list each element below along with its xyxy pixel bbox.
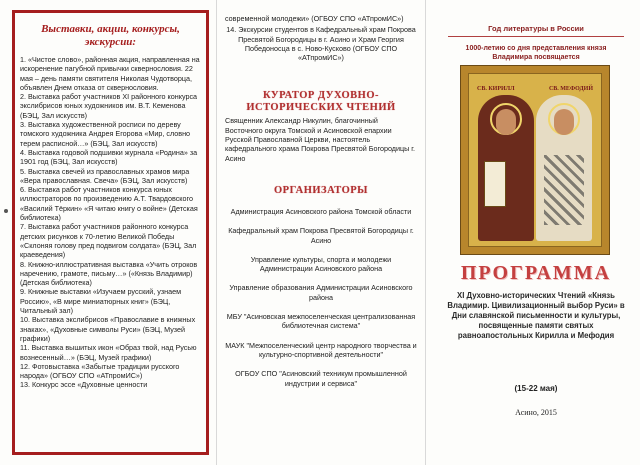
organizer-item: Кафедральный храм Покрова Пресвятой Богородицы г. Асино: [228, 226, 414, 245]
cover-panel: [432, 0, 640, 465]
continued-item: современной молодежи» (ОГБОУ СПО «АТпромИС»): [225, 14, 404, 23]
scroll-icon: [484, 161, 506, 207]
list-item: 2. Выставка работ участников XI районного конкурса экслибрисов юных художников им. В.Т. Кеменова (БЭЦ, Зал искусств): [20, 92, 198, 120]
face: [554, 109, 574, 135]
organizer-item: Управление культуры, спорта и молодежи Администрации Асиновского района: [250, 254, 392, 274]
events-heading: Выставки, акции, конкурсы, экскурсии:: [41, 23, 180, 48]
fold-line: [216, 0, 217, 465]
saint-cyril-figure: [478, 95, 534, 241]
organizer-item: ОГБОУ СПО "Асиновский техникум промышленной индустрии и сервиса": [235, 369, 407, 388]
list-item: 11. Выставка вышитых икон «Образ твой, над Русью вознесенный…» (БЭЦ, Музей графики): [20, 343, 197, 362]
list-item: 6. Выставка работ участников конкурса юных иллюстраторов по произведению А.Т. Твардовского «Василий Тёркин» «Я читаю книгу о войне» (Детская библиотека): [20, 185, 198, 223]
curator-text: Священник Александр Никулин, благочинный Восточного округа Томской и Асиновской епархии Русской Православной Церкви, настоятель кафедрального храма Покрова Пресвятой Богородицы г. Асино: [225, 116, 416, 163]
list-item: 3. Выставка художественной росписи по дереву томского художника Андрея Егорова «Мир, словно терем расписной…» (БЭЦ, Зал искусств): [20, 120, 191, 148]
saint-label: СВ. КИРИЛЛ: [477, 86, 515, 92]
face: [496, 109, 516, 135]
saints-icon-image: [460, 65, 610, 255]
program-title: ПРОГРАММА: [460, 262, 612, 284]
event-dates: (15-22 мая): [514, 384, 558, 393]
list-item: 10. Выставка экслибрисов «Православие в книжных знаках», «Духовные символы Руси» (БЭЦ, Музей графики): [20, 315, 196, 343]
list-item: 1. «Чистое слово», районная акция, направленная на искоренение пагубной привычки сквернословия. 22 мая – день памяти святителя Николая Чудотворца, объявлен Днем отказа от сквернословия.: [20, 55, 200, 92]
bullet-mark: [4, 209, 8, 213]
events-panel: [12, 10, 209, 455]
saint-label: СВ. МЕФОДИЙ: [548, 86, 593, 92]
curator-heading: КУРАТОР ДУХОВНО-ИСТОРИЧЕСКИХ ЧТЕНИЙ: [246, 90, 396, 114]
organizer-item: Администрация Асиновского района Томской области: [230, 206, 412, 216]
list-item: 7. Выставка работ участников районного конкурса детских рисунков к 70-летию Великой Победы «Склоняя голову пред подвигом солдата» (БЭЦ, Зал краеведения): [20, 222, 197, 260]
list-item: 9. Книжные выставки «Изучаем русский, узнаем Россию», «В мире миниатюрных книг» (БЭЦ, Читальный зал): [20, 287, 182, 316]
list-item: 5. Выставка свечей из православных храмов мира «Вера православная. Свеча» (БЭЦ, Зал искусств): [20, 166, 190, 185]
middle-panel: [225, 14, 417, 454]
events-list: [20, 55, 201, 390]
organizers-heading: ОРГАНИЗАТОРЫ: [274, 184, 368, 196]
divider: [448, 36, 624, 37]
list-item: 4. Выставка годовой подшивки журнала «Родина» за 1901 год (БЭЦ, Зал искусств): [20, 147, 198, 167]
icon-panel: [468, 73, 602, 247]
fold-line: [425, 0, 426, 465]
place-year: Асино, 2015: [515, 408, 557, 417]
anniversary-dedication: 1000-летию со дня представления князя Владимира посвящается: [465, 45, 607, 61]
excursion-item: 14. Экскурсии студентов в Кафедральный храм Покрова Пресвятой Богородицы в г. Асино и Храм Георгия Победоносца в с. Ново-Кусково (ОГБОУ СПО «АТпромИС»): [226, 25, 416, 63]
omophorion-pattern: [544, 155, 584, 225]
organizer-item: МБУ "Асиновская межпоселенческая централизованная библиотечная система": [226, 312, 416, 331]
list-item: 13. Конкурс эссе «Духовные ценности: [20, 380, 148, 390]
list-item: 12. Фотовыставка «Забытые традиции русского народа» (ОГБОУ СПО «АТпромИС»): [20, 361, 180, 381]
organizer-item: МАУК "Межпоселенческий центр народного творчества и культурно-спортивной деятельности": [225, 340, 417, 359]
year-of-literature: Год литературы в России: [488, 24, 584, 33]
saint-methodius-figure: [536, 95, 592, 241]
list-item: 8. Книжно-иллюстративная выставка «Учить отроков наречению, грамоте, письму…» («Князь Владимир) (Детская библиотека): [20, 259, 198, 288]
organizer-item: Управление образования Администрации Асиновского района: [229, 283, 413, 302]
program-description: XI Духовно-исторических Чтений «Князь Владимир. Цивилизационный выбор Руси» в Дни славянской письменности и культуры, посвященные памяти святых равноапостольных Кирилла и Мефодия: [447, 291, 625, 340]
